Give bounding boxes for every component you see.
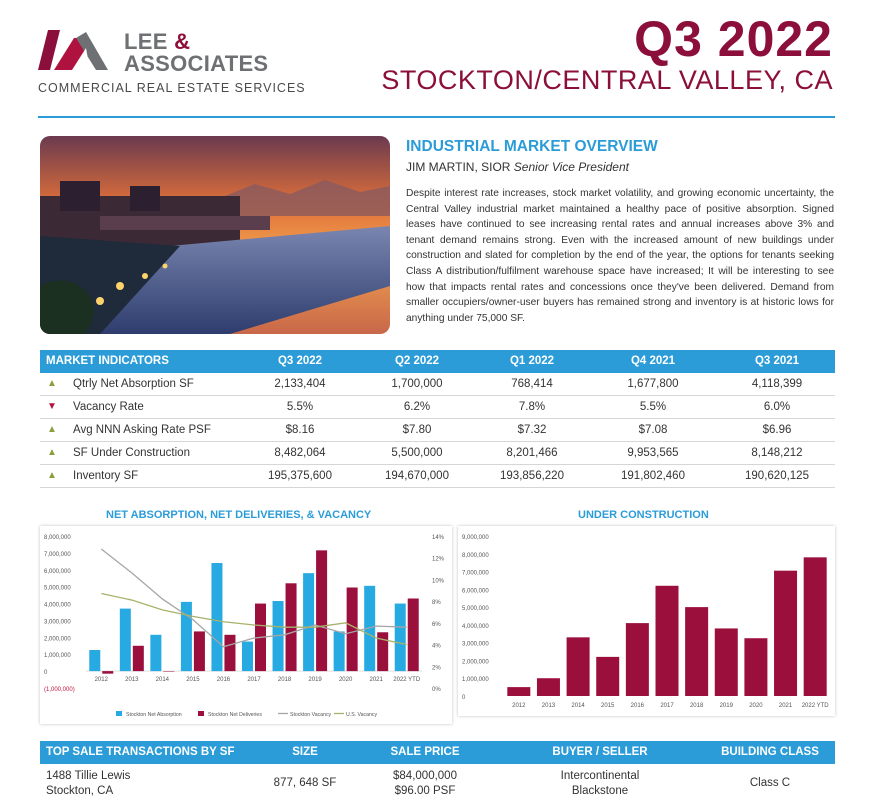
sales-header-col: SIZE [292, 746, 318, 758]
net-absorption-bar [89, 650, 100, 671]
x-tick-label: 2022 YTD [801, 703, 829, 709]
company-logo [38, 26, 306, 100]
indicator-value: 190,620,125 [745, 470, 809, 482]
absorption-chart-title: NET ABSORPTION, NET DELIVERIES, & VACANCY [106, 509, 372, 521]
header-divider [38, 116, 835, 118]
y-tick-label: 8,000,000 [44, 535, 71, 541]
y-tick-label: 9,000,000 [462, 535, 489, 541]
indicator-label: SF Under Construction [73, 447, 190, 459]
logo-tagline: COMMERCIAL REAL ESTATE SERVICES [38, 81, 306, 95]
legend-label: Stockton Net Absorption [126, 712, 182, 718]
indicator-label: Qtrly Net Absorption SF [73, 378, 194, 390]
construction-chart [458, 526, 835, 716]
sales-table-header [40, 741, 835, 764]
indicator-value: 5,500,000 [391, 447, 443, 459]
indicator-value: $7.32 [517, 424, 547, 436]
net-absorption-bar [211, 563, 222, 671]
construction-chart-title: UNDER CONSTRUCTION [578, 509, 709, 521]
y-tick-label: (1,000,000) [44, 687, 75, 693]
net-absorption-bar [150, 635, 161, 671]
x-tick-label: 2018 [689, 703, 704, 709]
legend-swatch [198, 711, 204, 716]
indicator-value: 4,118,399 [751, 378, 803, 390]
indicator-value: 195,375,600 [268, 470, 332, 482]
x-tick-label: 2015 [186, 677, 200, 684]
indicator-value: 5.5% [639, 401, 667, 413]
mi-header-col: Q2 2022 [394, 355, 440, 367]
net-deliveries-bar [194, 631, 205, 671]
trend-up-icon: ▲ [47, 424, 57, 435]
y2-tick-label: 12% [432, 556, 445, 563]
table-row [40, 373, 835, 396]
under-construction-bar [537, 678, 560, 696]
net-absorption-bar [120, 609, 131, 671]
indicator-value: 5.5% [286, 401, 314, 413]
x-tick-label: 2018 [277, 677, 292, 684]
sale-size: 877, 648 SF [273, 777, 337, 789]
sales-header-col: BUILDING CLASS [721, 746, 819, 758]
y-tick-label: 2,000,000 [44, 636, 71, 643]
x-tick-label: 2013 [541, 703, 556, 709]
indicator-label: Inventory SF [73, 470, 139, 482]
under-construction-bar [596, 657, 619, 696]
indicator-value: $7.80 [402, 424, 432, 436]
y2-tick-label: 4% [432, 643, 441, 650]
us-vacancy-line [101, 594, 406, 645]
y-tick-label: 6,000,000 [44, 568, 71, 575]
trend-up-icon: ▲ [47, 378, 57, 389]
net-absorption-bar [334, 631, 345, 671]
x-tick-label: 2019 [308, 677, 322, 684]
x-tick-label: 2017 [660, 703, 674, 709]
x-tick-label: 2019 [719, 703, 733, 709]
x-tick-label: 2020 [338, 677, 353, 684]
sale-property: 1488 Tillie Lewis Stockton, CA [46, 770, 131, 797]
under-construction-bar [715, 628, 738, 696]
legend-label: U.S. Vacancy [346, 712, 378, 718]
under-construction-bar [567, 637, 590, 696]
x-tick-label: 2014 [571, 703, 585, 709]
indicator-value: 2,133,404 [274, 378, 326, 390]
overview-body: Despite interest rate increases, stock market volatility, and growing economic uncertainty, the Central Valley industrial market maintained a healthy pace of positive absorption. Signed leases have continued to see increasing rental rates and annual increases above 3% and tenant demand remains strong. Even with the increased amount of new buildings under construction and slated for completion by the end of the year, the options for tenants seeking Class A distribution/fulfilment warehouse space have increased; It will be interesting to see how that impacts rental rates and concessions once they've been delivered. Demand from smaller occupiers/owner-user buyers has remained strong and inventory is at historic lows for anything under 75,000 SF. [406, 188, 834, 324]
indicator-value: 8,148,212 [751, 447, 803, 459]
y-tick-label: 0 [44, 670, 48, 677]
y-tick-label: 4,000,000 [44, 602, 71, 609]
y-tick-label: 3,000,000 [462, 641, 489, 648]
mi-header-col: Q3 2021 [754, 355, 800, 367]
y-tick-label: 4,000,000 [462, 623, 489, 630]
under-construction-bar [804, 557, 827, 696]
indicator-value: 6.2% [403, 401, 431, 413]
y2-tick-label: 14% [432, 535, 445, 541]
mi-header-col: Q3 2022 [277, 355, 323, 367]
table-row [40, 419, 835, 442]
report-market: STOCKTON/CENTRAL VALLEY, CA [381, 65, 833, 95]
net-absorption-bar [395, 604, 406, 672]
indicator-value: 6.0% [763, 401, 791, 413]
indicator-value: $7.08 [638, 424, 668, 436]
mi-header-col: Q4 2021 [630, 355, 676, 367]
x-tick-label: 2020 [749, 703, 763, 709]
indicator-label: Avg NNN Asking Rate PSF [73, 424, 211, 436]
indicator-value: 8,482,064 [274, 447, 326, 459]
indicator-value: 8,201,466 [506, 447, 558, 459]
market-indicators-header [40, 350, 835, 373]
net-deliveries-bar [163, 671, 174, 672]
net-absorption-bar [242, 642, 253, 672]
construction-chart-svg [458, 526, 835, 716]
sales-header-label: TOP SALE TRANSACTIONS BY SF [46, 746, 235, 758]
x-tick-label: 2017 [247, 677, 261, 684]
stockton-waterfront-photo [40, 136, 390, 334]
absorption-chart-svg [40, 526, 452, 724]
net-deliveries-bar [316, 550, 327, 671]
y2-tick-label: 10% [432, 578, 445, 585]
y-tick-label: 8,000,000 [462, 552, 489, 559]
y-tick-label: 3,000,000 [44, 619, 71, 626]
net-deliveries-bar [102, 671, 113, 674]
stockton-vacancy-line [101, 549, 406, 647]
legend-swatch [116, 711, 122, 716]
indicator-value: 1,677,800 [627, 378, 679, 390]
overview-title: INDUSTRIAL MARKET OVERVIEW [406, 138, 658, 155]
net-deliveries-bar [133, 646, 144, 671]
indicator-value: $8.16 [285, 424, 315, 436]
lee-associates-logo-icon [38, 28, 108, 70]
trend-up-icon: ▲ [47, 470, 57, 481]
under-construction-bar [507, 687, 530, 696]
indicator-value: 7.8% [518, 401, 546, 413]
y-tick-label: 2,000,000 [462, 659, 489, 666]
trend-down-icon: ▼ [47, 401, 57, 412]
under-construction-bar [685, 607, 708, 696]
net-deliveries-bar [224, 635, 235, 671]
net-deliveries-bar [408, 598, 419, 671]
sale-building-class: Class C [749, 777, 791, 789]
indicator-value: 194,670,000 [385, 470, 449, 482]
y2-tick-label: 0% [432, 687, 441, 693]
trend-up-icon: ▲ [47, 447, 57, 458]
x-tick-label: 2014 [155, 677, 170, 684]
y-tick-label: 6,000,000 [462, 588, 489, 595]
net-deliveries-bar [347, 588, 358, 672]
mi-header-col: Q1 2022 [509, 355, 555, 367]
y-tick-label: 7,000,000 [44, 551, 71, 558]
sales-header-col: SALE PRICE [390, 746, 460, 758]
y-tick-label: 0 [462, 695, 466, 701]
x-tick-label: 2012 [94, 677, 108, 684]
indicator-value: 9,953,565 [627, 447, 679, 459]
indicator-value: 1,700,000 [391, 378, 443, 390]
sale-buyer-seller: Intercontinental Blackstone [560, 770, 640, 797]
table-row [40, 396, 835, 419]
logo-wordmark: LEE & ASSOCIATES [124, 29, 269, 76]
indicator-value: 193,856,220 [500, 470, 564, 482]
indicator-value: 768,414 [511, 378, 553, 390]
absorption-chart [40, 526, 452, 724]
x-tick-label: 2016 [630, 703, 645, 709]
table-row [40, 766, 835, 802]
y2-tick-label: 8% [432, 600, 441, 607]
legend-label: Stockton Vacancy [290, 712, 332, 718]
x-tick-label: 2013 [125, 677, 139, 684]
under-construction-bar [626, 623, 649, 696]
x-tick-label: 2012 [512, 703, 526, 709]
indicator-label: Vacancy Rate [73, 401, 144, 413]
overview-author: JIM MARTIN, SIOR Senior Vice President [406, 160, 629, 174]
sales-header-col: BUYER / SELLER [552, 746, 648, 758]
indicator-value: $6.96 [762, 424, 792, 436]
report-quarter: Q3 2022 [634, 11, 833, 67]
x-tick-label: 2021 [778, 703, 793, 709]
x-tick-label: 2015 [601, 703, 615, 709]
y-tick-label: 1,000,000 [462, 677, 489, 684]
y-tick-label: 1,000,000 [44, 653, 71, 660]
table-row [40, 465, 835, 488]
x-tick-label: 2016 [216, 677, 231, 684]
under-construction-bar [744, 638, 767, 696]
indicator-value: 191,802,460 [621, 470, 685, 482]
y-tick-label: 5,000,000 [462, 606, 489, 613]
under-construction-bar [774, 571, 797, 696]
x-tick-label: 2021 [369, 677, 383, 684]
legend-label: Stockton Net Deliveries [208, 712, 262, 718]
mi-header-label: MARKET INDICATORS [46, 355, 169, 367]
under-construction-bar [656, 586, 679, 696]
net-absorption-bar [303, 573, 314, 671]
x-tick-label: 2022 YTD [393, 677, 421, 684]
y2-tick-label: 2% [432, 665, 441, 672]
y2-tick-label: 6% [432, 621, 441, 628]
table-row [40, 442, 835, 465]
y-tick-label: 7,000,000 [462, 570, 489, 577]
sale-price: $84,000,000 $96.00 PSF [393, 770, 457, 797]
y-tick-label: 5,000,000 [44, 585, 71, 592]
